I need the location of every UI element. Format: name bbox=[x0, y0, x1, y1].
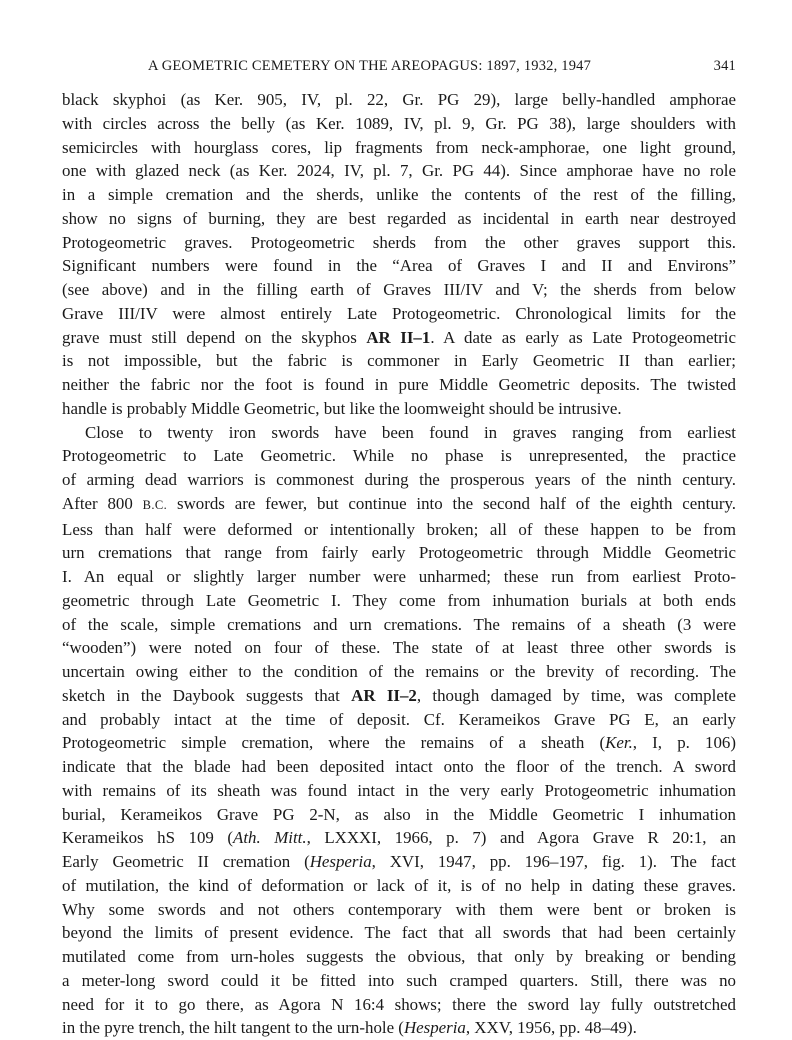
text-line: “wooden”) were noted on four of these. The state of at least three other swords is bbox=[62, 636, 736, 660]
text-line: mutilated come from urn-holes suggests the obvious, that only by breaking or bending bbox=[62, 945, 736, 969]
catalog-reference: AR II–2 bbox=[351, 686, 417, 705]
text-run: sketch in the Daybook suggests that bbox=[62, 686, 351, 705]
text-line: Grave III/IV were almost entirely Late Protogeometric. Chronological limits for the bbox=[62, 302, 736, 326]
paragraph-2 bbox=[62, 421, 736, 1040]
text-line bbox=[62, 850, 736, 874]
text-line: of mutilation, the kind of deformation or lack of it, is of no help in dating these graves. bbox=[62, 874, 736, 898]
text-line: of arming dead warriors is commonest during the prosperous years of the ninth century. bbox=[62, 468, 736, 492]
text-run: swords are fewer, but continue into the second half of the eighth century. bbox=[167, 494, 736, 513]
text-line: Why some swords and not others contemporary with them were bent or broken is bbox=[62, 898, 736, 922]
text-line: semicircles with hourglass cores, lip fragments from neck-amphorae, one light ground, bbox=[62, 136, 736, 160]
text-run: After 800 bbox=[62, 494, 143, 513]
text-line: Close to twenty iron swords have been found in graves ranging from earliest bbox=[62, 421, 736, 445]
text-line: Less than half were deformed or intentionally broken; all of these happen to be from bbox=[62, 518, 736, 542]
running-title: A GEOMETRIC CEMETERY ON THE AREOPAGUS: 1897, 1932, 1947 bbox=[148, 58, 591, 75]
text-line: need for it to go there, as Agora N 16:4 shows; there the sword lay fully outstretched bbox=[62, 993, 736, 1017]
text-run: , LXXXI, 1966, p. 7) and Agora Grave R 20:1, an bbox=[307, 828, 736, 847]
text-run: in the pyre trench, the hilt tangent to the urn-hole ( bbox=[62, 1018, 404, 1037]
era-abbreviation: B.C. bbox=[143, 498, 168, 512]
text-line: of the scale, simple cremations and urn cremations. The remains of a sheath (3 were bbox=[62, 613, 736, 637]
paragraph-1 bbox=[62, 88, 736, 421]
text-run: Early Geometric II cremation ( bbox=[62, 852, 310, 871]
citation-italic: Ath. Mitt. bbox=[233, 828, 307, 847]
text-line bbox=[62, 826, 736, 850]
text-line: indicate that the blade had been deposited intact onto the floor of the trench. A sword bbox=[62, 755, 736, 779]
text-line: uncertain owing either to the condition of the remains or the brevity of recording. The bbox=[62, 660, 736, 684]
text-run: Kerameikos hS 109 ( bbox=[62, 828, 233, 847]
text-run: . A date as early as Late Protogeometric bbox=[430, 328, 736, 347]
text-line: in a simple cremation and the sherds, unlike the contents of the rest of the filling, bbox=[62, 183, 736, 207]
text-line: with remains of its sheath was found intact in the very early Protogeometric inhumation bbox=[62, 779, 736, 803]
text-run: , though damaged by time, was complete bbox=[417, 686, 736, 705]
text-line: Significant numbers were found in the “Area of Graves I and II and Environs” bbox=[62, 254, 736, 278]
body-text bbox=[62, 88, 736, 1040]
text-line: handle is probably Middle Geometric, but like the loomweight should be intrusive. bbox=[62, 397, 736, 421]
text-line: a meter-long sword could it be fitted into such cramped quarters. Still, there was no bbox=[62, 969, 736, 993]
page bbox=[62, 58, 736, 1040]
text-line: (see above) and in the filling earth of Graves III/IV and V; the sherds from below bbox=[62, 278, 736, 302]
text-run: , I, p. 106) bbox=[633, 733, 736, 752]
text-line: urn cremations that range from fairly early Protogeometric through Middle Geometric bbox=[62, 541, 736, 565]
text-line: one with glazed neck (as Ker. 2024, IV, pl. 7, Gr. PG 44). Since amphorae have no role bbox=[62, 159, 736, 183]
page-number: 341 bbox=[714, 58, 736, 75]
text-line: black skyphoi (as Ker. 905, IV, pl. 22, Gr. PG 29), large belly-handled amphorae bbox=[62, 88, 736, 112]
citation-italic: Hesperia bbox=[404, 1018, 466, 1037]
text-run: Protogeometric simple cremation, where the remains of a sheath ( bbox=[62, 733, 605, 752]
text-line: neither the fabric nor the foot is found in pure Middle Geometric deposits. The twisted bbox=[62, 373, 736, 397]
text-run: grave must still depend on the skyphos bbox=[62, 328, 366, 347]
text-run: , XVI, 1947, pp. 196–197, fig. 1). The fact bbox=[372, 852, 736, 871]
text-line bbox=[62, 492, 736, 518]
text-line: Protogeometric graves. Protogeometric sherds from the other graves support this. bbox=[62, 231, 736, 255]
text-line bbox=[62, 1016, 736, 1040]
text-line: show no signs of burning, they are best regarded as incidental in earth near destroyed bbox=[62, 207, 736, 231]
text-line: Protogeometric to Late Geometric. While no phase is unrepresented, the practice bbox=[62, 444, 736, 468]
catalog-reference: AR II–1 bbox=[366, 328, 430, 347]
text-line: and probably intact at the time of deposit. Cf. Kerameikos Grave PG E, an early bbox=[62, 708, 736, 732]
text-line: burial, Kerameikos Grave PG 2-N, as also in the Middle Geometric I inhumation bbox=[62, 803, 736, 827]
citation-italic: Hesperia bbox=[310, 852, 372, 871]
text-line: with circles across the belly (as Ker. 1089, IV, pl. 9, Gr. PG 38), large shoulders with bbox=[62, 112, 736, 136]
text-line bbox=[62, 684, 736, 708]
citation-italic: Ker. bbox=[605, 733, 633, 752]
text-line: I. An equal or slightly larger number were unharmed; these run from earliest Proto- bbox=[62, 565, 736, 589]
text-line: is not impossible, but the fabric is commoner in Early Geometric II than earlier; bbox=[62, 349, 736, 373]
running-head bbox=[62, 58, 736, 88]
text-line bbox=[62, 731, 736, 755]
text-line: geometric through Late Geometric I. They come from inhumation burials at both ends bbox=[62, 589, 736, 613]
text-line: beyond the limits of present evidence. The fact that all swords that had been certainly bbox=[62, 921, 736, 945]
text-run: , XXV, 1956, pp. 48–49). bbox=[466, 1018, 637, 1037]
text-line bbox=[62, 326, 736, 350]
